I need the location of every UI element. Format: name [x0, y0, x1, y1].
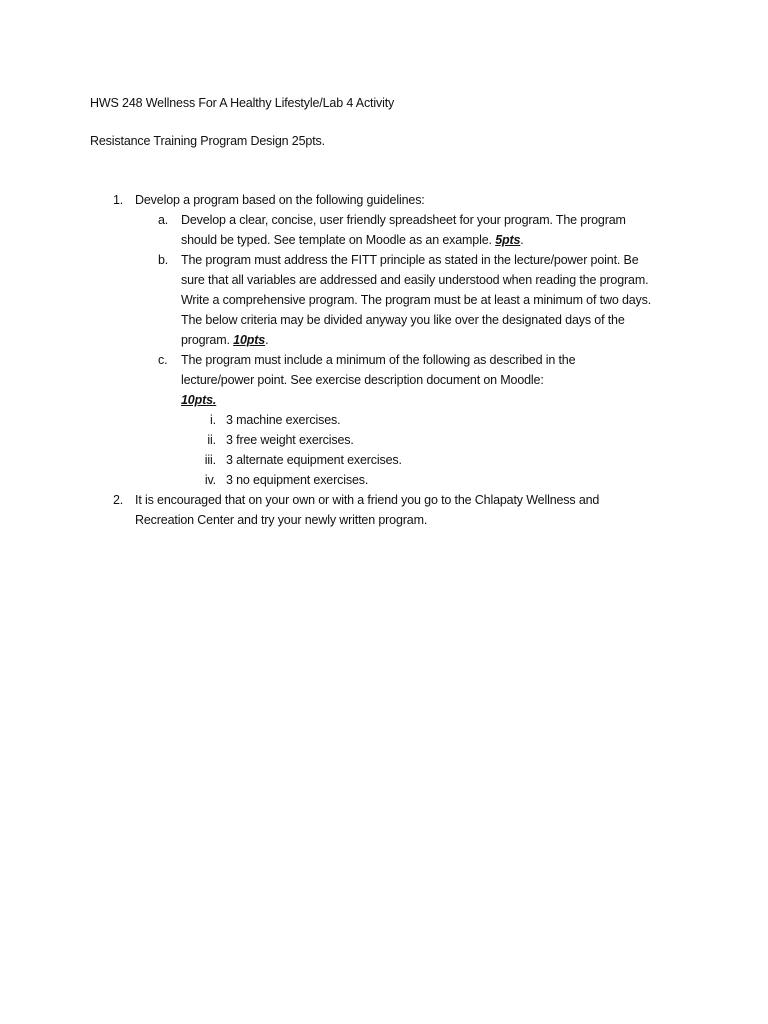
subitem-a-points: 5pts	[495, 233, 521, 247]
item-1-marker: 1.	[113, 193, 124, 207]
subitem-b-marker: b.	[158, 253, 169, 267]
subsubitem-iii-text: 3 alternate equipment exercises.	[226, 453, 402, 467]
item-2-marker: 2.	[113, 493, 124, 507]
subitem-b-line-3: Write a comprehensive program. The program must be at least a minimum of two days.	[181, 293, 652, 307]
item-2-line-2: Recreation Center and try your newly written program.	[135, 513, 428, 527]
item-1-text: Develop a program based on the following guidelines:	[135, 193, 425, 207]
subitem-b-line-5	[181, 330, 268, 350]
subitem-b-line-5-text: program.	[181, 333, 230, 347]
subitem-c-line-1: The program must include a minimum of the following as described in the	[181, 353, 576, 367]
subitem-a-points-suffix: .	[520, 233, 524, 247]
subitem-c-points: 10pts.	[181, 393, 217, 407]
subsubitem-i-marker: i.	[210, 413, 216, 427]
subitem-c-line-2: lecture/power point. See exercise description document on Moodle:	[181, 373, 544, 387]
subsubitem-ii-marker: ii.	[207, 433, 216, 447]
document-title: HWS 248 Wellness For A Healthy Lifestyle/Lab 4 Activity	[90, 96, 395, 110]
item-2-line-1: It is encouraged that on your own or with a friend you go to the Chlapaty Wellness and	[135, 493, 600, 507]
subitem-a-line-2-text: should be typed. See template on Moodle as an example.	[181, 233, 492, 247]
subsubitem-iii-marker: iii.	[204, 453, 216, 467]
subsubitem-iv-marker: iv.	[204, 473, 216, 487]
subitem-a-line-1: Develop a clear, concise, user friendly spreadsheet for your program. The program	[181, 213, 626, 227]
subitem-b-line-2: sure that all variables are addressed and easily understood when reading the program.	[181, 273, 649, 287]
subsubitem-ii-text: 3 free weight exercises.	[226, 433, 354, 447]
subitem-a-marker: a.	[158, 213, 169, 227]
document-subtitle: Resistance Training Program Design 25pts.	[90, 134, 325, 148]
subitem-b-points-suffix: .	[265, 333, 269, 347]
subitem-b-line-4: The below criteria may be divided anyway you like over the designated days of the	[181, 313, 625, 327]
subsubitem-iv-text: 3 no equipment exercises.	[226, 473, 369, 487]
subsubitem-i-text: 3 machine exercises.	[226, 413, 341, 427]
subitem-a-line-2	[181, 230, 524, 250]
subitem-b-points: 10pts	[233, 333, 266, 347]
subitem-b-line-1: The program must address the FITT principle as stated in the lecture/power point. Be	[181, 253, 639, 267]
subitem-c-marker: c.	[158, 353, 168, 367]
